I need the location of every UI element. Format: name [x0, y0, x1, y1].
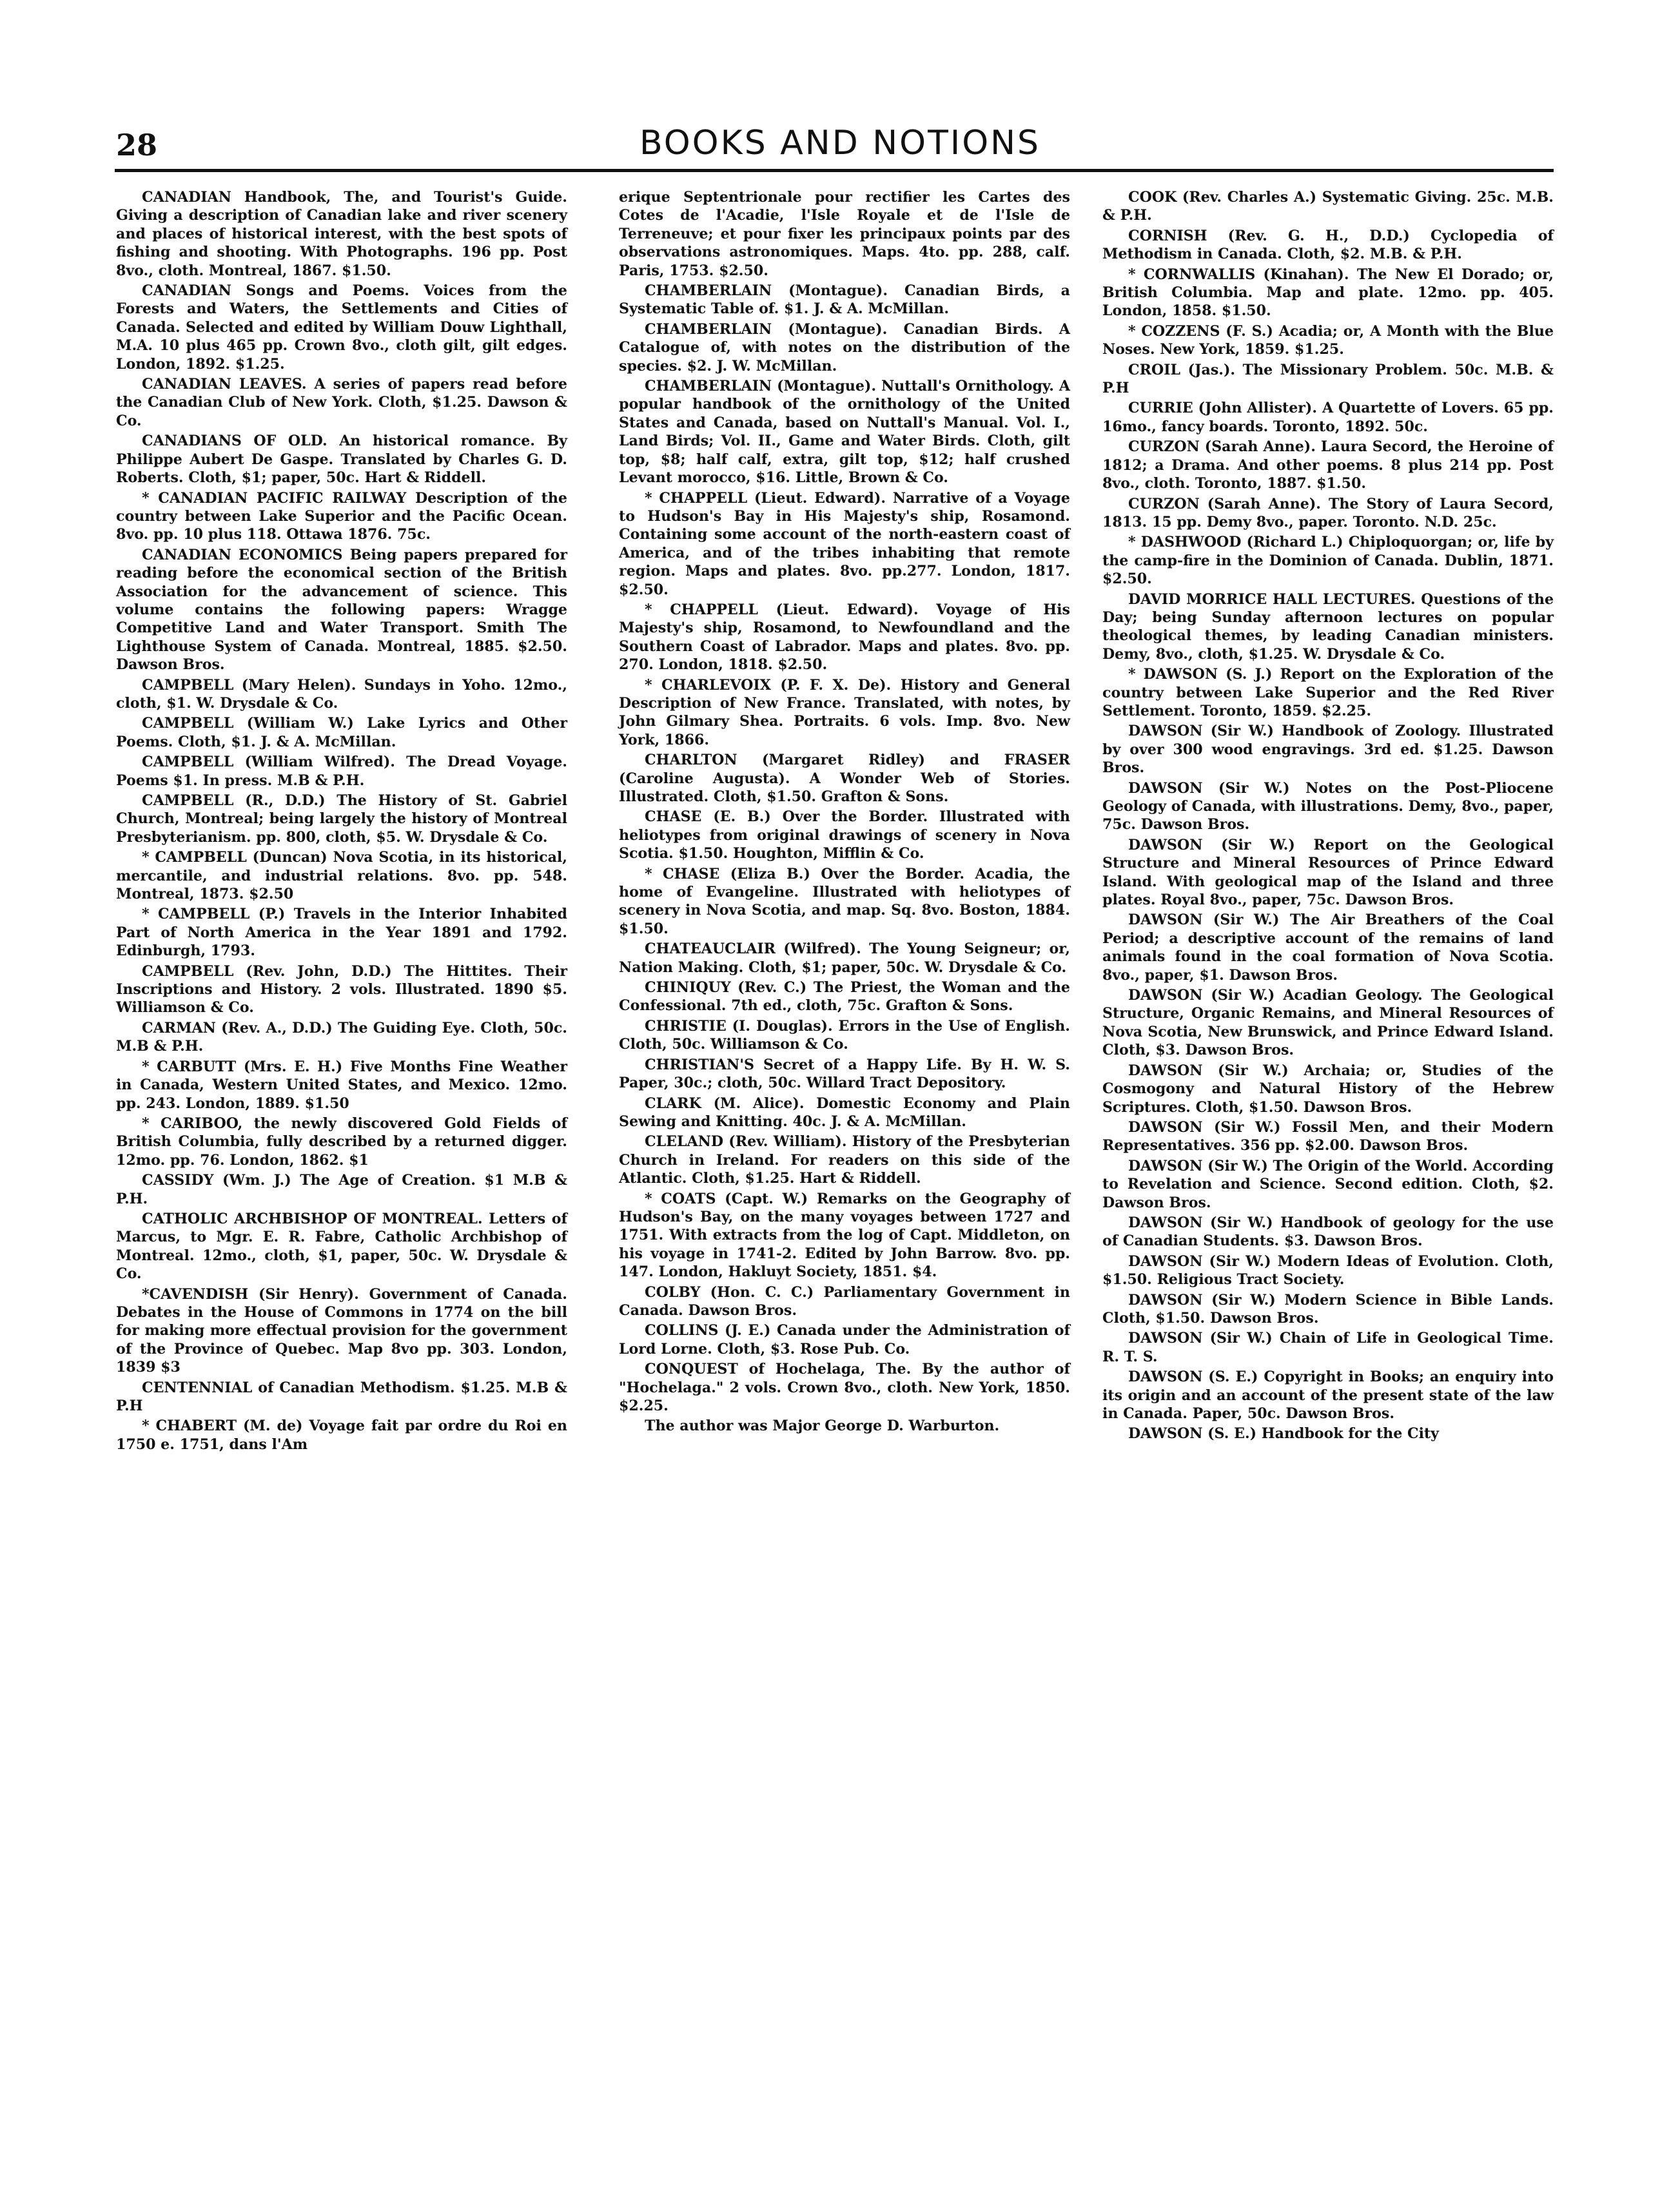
catalogue-entry: CAMPBELL (R., D.D.) The History of St. Gabriel Church, Montreal; being largely the history of Montreal Presbyterianism. pp. 800, cloth, $5. W. Drysdale & Co.: [116, 792, 567, 846]
catalogue-column-3: [1102, 188, 1554, 1445]
catalogue-entry: * CARIBOO, the newly discovered Gold Fields of British Columbia, fully described by a returned digger. 12mo. pp. 76. London, 1862. $1: [116, 1115, 567, 1169]
catalogue-entry: DAWSON (Sir W.) Fossil Men, and their Modern Representatives. 356 pp. $2.00. Dawson Bros.: [1102, 1118, 1554, 1154]
catalogue-entry: DAWSON (Sir W.) Chain of Life in Geological Time. R. T. S.: [1102, 1330, 1554, 1365]
catalogue-entry: CLARK (M. Alice). Domestic Economy and Plain Sewing and Knitting. 40c. J. & A. McMillan.: [619, 1095, 1070, 1130]
catalogue-entry: * CANADIAN PACIFIC RAILWAY Description of the country between Lake Superior and the Pacific Ocean. 8vo. pp. 10 plus 118. Ottawa 1876. 75c.: [116, 489, 567, 543]
catalogue-entry: * COZZENS (F. S.) Acadia; or, A Month with the Blue Noses. New York, 1859. $1.25.: [1102, 322, 1554, 358]
catalogue-entry: CANADIAN ECONOMICS Being papers prepared for reading before the economical section of the British Association for the advancement of science. This volume contains the following papers: Wragge Competitive Land and Water Transport. Smith The Lighthouse System of Canada. Montreal, 1885. $2.50. Dawson Bros.: [116, 546, 567, 674]
catalogue-entry: CHATEAUCLAIR (Wilfred). The Young Seigneur; or, Nation Making. Cloth, $1; paper, 50c. W. Drysdale & Co.: [619, 940, 1070, 976]
catalogue-entry: * DASHWOOD (Richard L.) Chiploquorgan; or, life by the camp-fire in the Dominion of Canada. Dublin, 1871. $2.50.: [1102, 534, 1554, 588]
catalogue-entry: DAWSON (S. E.) Copyright in Books; an enquiry into its origin and an account of the present state of the law in Canada. Paper, 50c. Dawson Bros.: [1102, 1368, 1554, 1422]
catalogue-entry: CATHOLIC ARCHBISHOP OF MONTREAL. Letters of Marcus, to Mgr. E. R. Fabre, Catholic Archbishop of Montreal. 12mo., cloth, $1, paper, 50c. W. Drysdale & Co.: [116, 1210, 567, 1283]
catalogue-entry: CHINIQUY (Rev. C.) The Priest, the Woman and the Confessional. 7th ed., cloth, 75c. Grafton & Sons.: [619, 979, 1070, 1015]
catalogue-column-2: [619, 188, 1070, 1437]
page-number: 28: [116, 128, 158, 162]
catalogue-entry: DAWSON (Sir W.) Modern Ideas of Evolution. Cloth, $1.50. Religious Tract Society.: [1102, 1252, 1554, 1289]
catalogue-entry: CANADIAN LEAVES. A series of papers read before the Canadian Club of New York. Cloth, $1.25. Dawson & Co.: [116, 376, 567, 429]
catalogue-entry: CROIL (Jas.). The Missionary Problem. 50c. M.B. & P.H: [1102, 361, 1554, 397]
catalogue-entry: CURZON (Sarah Anne). The Story of Laura Secord, 1813. 15 pp. Demy 8vo., paper. Toronto. N.D. 25c.: [1102, 495, 1554, 531]
catalogue-entry: The author was Major George D. Warburton.: [645, 1417, 1000, 1435]
catalogue-entry: DAWSON (Sir W.) The Air Breathers of the Coal Period; a descriptive account of the remains of land animals found in the coal formation of Nova Scotia. 8vo., paper, $1. Dawson Bros.: [1102, 911, 1554, 984]
catalogue-entry: * CARBUTT (Mrs. E. H.) Five Months Fine Weather in Canada, Western United States, and Mexico. 12mo. pp. 243. London, 1889. $1.50: [116, 1058, 567, 1112]
catalogue-entry: CANADIAN Songs and Poems. Voices from the Forests and Waters, the Settlements and Cities of Canada. Selected and edited by William Douw Lighthall, M.A. 10 plus 465 pp. Crown 8vo., cloth gilt, gilt edges. London, 1892. $1.25.: [116, 282, 567, 373]
catalogue-entry: COLBY (Hon. C. C.) Parliamentary Government in Canada. Dawson Bros.: [619, 1283, 1070, 1319]
catalogue-entry: CHAMBERLAIN (Montague). Canadian Birds. A Catalogue of, with notes on the distribution of the species. $2. J. W. McMillan.: [619, 320, 1070, 375]
catalogue-entry: DAWSON (Sir W.) Handbook of geology for the use of Canadian Students. $3. Dawson Bros.: [1102, 1214, 1554, 1250]
catalogue-entry: CANADIAN Handbook, The, and Tourist's Guide. Giving a description of Canadian lake and river scenery and places of historical interest, with the best spots of fishing and shooting. With Photographs. 196 pp. Post 8vo., cloth. Montreal, 1867. $1.50.: [116, 189, 567, 279]
catalogue-entry: CORNISH (Rev. G. H., D.D.) Cyclopedia of Methodism in Canada. Cloth, $2. M.B. & P.H.: [1102, 227, 1554, 263]
catalogue-entry: CHAMBERLAIN (Montague). Canadian Birds, a Systematic Table of. $1. J. & A. McMillan.: [619, 282, 1070, 318]
catalogue-entry: CURRIE (John Allister). A Quartette of Lovers. 65 pp. 16mo., fancy boards. Toronto, 1892. 50c.: [1102, 400, 1554, 435]
catalogue-entry: * CHABERT (M. de) Voyage fait par ordre du Roi en 1750 e. 1751, dans l'Am: [116, 1417, 567, 1453]
catalogue-entry: * CHASE (Eliza B.) Over the Border. Acadia, the home of Evangeline. Illustrated with heliotypes of scenery in Nova Scotia, and map. Sq. 8vo. Boston, 1884. $1.50.: [619, 865, 1070, 937]
catalogue-entry: CARMAN (Rev. A., D.D.) The Guiding Eye. Cloth, 50c. M.B & P.H.: [116, 1019, 567, 1055]
catalogue-entry: * CAMPBELL (Duncan) Nova Scotia, in its historical, mercantile, and industrial relations. 8vo. pp. 548. Montreal, 1873. $2.50: [116, 849, 567, 903]
catalogue-entry: CONQUEST of Hochelaga, The. By the author of "Hochelaga." 2 vols. Crown 8vo., cloth. New York, 1850. $2.25.: [619, 1361, 1070, 1414]
running-head-title: BOOKS AND NOTIONS: [639, 124, 1041, 162]
catalogue-entry: CAMPBELL (William Wilfred). The Dread Voyage. Poems $1. In press. M.B & P.H.: [116, 754, 567, 789]
header-rule: [115, 169, 1554, 172]
catalogue-entry: * COATS (Capt. W.) Remarks on the Geography of Hudson's Bay, on the many voyages between 1727 and 1751. With extracts from the log of Capt. Middleton, on his voyage in 1741-2. Edited by John Barrow. 8vo. pp. 147. London, Hakluyt Society, 1851. $4.: [619, 1190, 1070, 1281]
catalogue-entry: CANADIANS OF OLD. An historical romance. By Philippe Aubert De Gaspe. Translated by Charles G. D. Roberts. Cloth, $1; paper, 50c. Hart & Riddell.: [116, 433, 567, 487]
catalogue-entry: * CORNWALLIS (Kinahan). The New El Dorado; or, British Columbia. Map and plate. 12mo. pp. 405. London, 1858. $1.50.: [1102, 266, 1554, 320]
catalogue-entry: DAWSON (S. E.) Handbook for the City: [1128, 1425, 1440, 1443]
catalogue-entry: DAVID MORRICE HALL LECTURES. Questions of the Day; being Sunday afternoon lectures on popular theological themes, by leading Canadian ministers. Demy, 8vo., cloth, $1.25. W. Drysdale & Co.: [1102, 590, 1554, 663]
catalogue-entry: CHRISTIAN'S Secret of a Happy Life. By H. W. S. Paper, 30c.; cloth, 50c. Willard Tract Depository.: [619, 1056, 1070, 1092]
catalogue-entry: * CHARLEVOIX (P. F. X. De). History and General Description of New France. Translated, with notes, by John Gilmary Shea. Portraits. 6 vols. Imp. 8vo. New York, 1866.: [619, 676, 1070, 748]
catalogue-entry: CASSIDY (Wm. J.) The Age of Creation. $1 M.B & P.H.: [116, 1172, 567, 1207]
catalogue-entry: CHARLTON (Margaret Ridley) and FRASER (Caroline Augusta). A Wonder Web of Stories. Illustrated. Cloth, $1.50. Grafton & Sons.: [619, 752, 1070, 805]
catalogue-entry: CAMPBELL (Rev. John, D.D.) The Hittites. Their Inscriptions and History. 2 vols. Illustrated. 1890 $5. Williamson & Co.: [116, 962, 567, 1017]
catalogue-entry: CHASE (E. B.) Over the Border. Illustrated with heliotypes from original drawings of scenery in Nova Scotia. $1.50. Houghton, Mifflin & Co.: [619, 808, 1070, 862]
catalogue-entry: DAWSON (Sir W.) Modern Science in Bible Lands. Cloth, $1.50. Dawson Bros.: [1102, 1291, 1554, 1327]
catalogue-entry: CHAMBERLAIN (Montague). Nuttall's Ornithology. A popular handbook of the ornithology of the United States and Canada, based on Nuttall's Manual. Vol. I., Land Birds; Vol. II., Game and Water Birds. Cloth, gilt top, $8; half calf, extra, gilt top, $12; half crushed Levant morocco, $16. Little, Brown & Co.: [619, 378, 1070, 487]
catalogue-entry: CENTENNIAL of Canadian Methodism. $1.25. M.B & P.H: [116, 1379, 567, 1414]
catalogue-entry: DAWSON (Sir W.) Acadian Geology. The Geological Structure, Organic Remains, and Mineral Resources of Nova Scotia, New Brunswick, and Prince Edward Island. Cloth, $3. Dawson Bros.: [1102, 987, 1554, 1059]
catalogue-entry: * CHAPPELL (Lieut. Edward). Voyage of His Majesty's ship, Rosamond, to Newfoundland and the Southern Coast of Labrador. Maps and plates. 8vo. pp. 270. London, 1818. $2.50.: [619, 601, 1070, 674]
catalogue-entry: CHRISTIE (I. Douglas). Errors in the Use of English. Cloth, 50c. Williamson & Co.: [619, 1017, 1070, 1053]
catalogue-entry: COOK (Rev. Charles A.) Systematic Giving. 25c. M.B. & P.H.: [1102, 189, 1554, 224]
catalogue-entry: * CAMPBELL (P.) Travels in the Interior Inhabited Part of North America in the Year 1891 and 1792. Edinburgh, 1793.: [116, 906, 567, 960]
catalogue-entry: erique Septentrionale pour rectifier les Cartes des Cotes de l'Acadie, l'Isle Royale et de l'Isle de Terreneuve; et pour fixer les principaux points par des observations astronomiques. Maps. 4to. pp. 288, calf. Paris, 1753. $2.50.: [619, 189, 1070, 279]
catalogue-entry: CAMPBELL (Mary Helen). Sundays in Yoho. 12mo., cloth, $1. W. Drysdale & Co.: [116, 676, 567, 712]
catalogue-entry: DAWSON (Sir W.) Handbook of Zoology. Illustrated by over 300 wood engravings. 3rd ed. $1.25. Dawson Bros.: [1102, 723, 1554, 777]
catalogue-entry: DAWSON (Sir W.) The Origin of the World. According to Revelation and Science. Second edition. Cloth, $2. Dawson Bros.: [1102, 1157, 1554, 1211]
catalogue-entry: *CAVENDISH (Sir Henry). Government of Canada. Debates in the House of Commons in 1774 on the bill for making more effectual provision for the government of the Province of Quebec. Map 8vo pp. 303. London, 1839 $3: [116, 1285, 567, 1376]
catalogue-column-1: [116, 188, 567, 1456]
catalogue-entry: DAWSON (Sir W.) Archaia; or, Studies of the Cosmogony and Natural History of the Hebrew Scriptures. Cloth, $1.50. Dawson Bros.: [1102, 1062, 1554, 1116]
catalogue-entry: * CHAPPELL (Lieut. Edward). Narrative of a Voyage to Hudson's Bay in His Majesty's ship, Rosamond. Containing some account of the north-eastern coast of America, and of the tribes inhabiting that remote region. Maps and plates. 8vo. pp.277. London, 1817. $2.50.: [619, 489, 1070, 598]
catalogue-entry: DAWSON (Sir W.) Report on the Geological Structure and Mineral Resources of Prince Edward Island. With geological map of the Island and three plates. Royal 8vo., paper, 75c. Dawson Bros.: [1102, 836, 1554, 909]
catalogue-entry: CAMPBELL (William W.) Lake Lyrics and Other Poems. Cloth, $1. J. & A. McMillan.: [116, 715, 567, 750]
catalogue-entry: DAWSON (Sir W.) Notes on the Post-Pliocene Geology of Canada, with illustrations. Demy, 8vo., paper, 75c. Dawson Bros.: [1102, 779, 1554, 833]
catalogue-entry: CURZON (Sarah Anne). Laura Secord, the Heroine of 1812; a Drama. And other poems. 8 plus 214 pp. Post 8vo., cloth. Toronto, 1887. $1.50.: [1102, 438, 1554, 492]
catalogue-entry: COLLINS (J. E.) Canada under the Administration of Lord Lorne. Cloth, $3. Rose Pub. Co.: [619, 1322, 1070, 1358]
catalogue-entry: * DAWSON (S. J.) Report on the Exploration of the country between Lake Superior and the Red River Settlement. Toronto, 1859. $2.25.: [1102, 666, 1554, 719]
catalogue-entry: CLELAND (Rev. William). History of the Presbyterian Church in Ireland. For readers on this side of the Atlantic. Cloth, $1.25. Hart & Riddell.: [619, 1133, 1070, 1187]
